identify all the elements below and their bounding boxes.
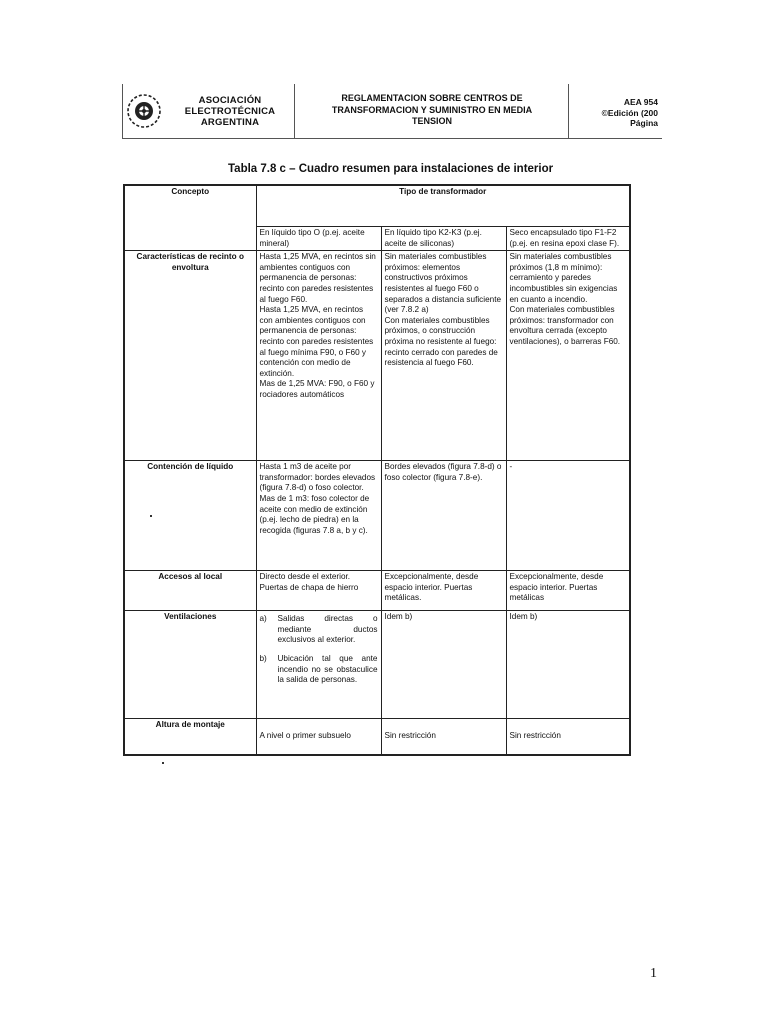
page-label: Página [630,118,658,128]
standard-info [588,97,658,129]
table-cell [256,611,381,719]
cell-text: Sin materiales combustibles próximos (1,8 m mínimo): cerramiento y paredes incombustibles sin exigencias en cuanto a incendio. Con materiales combustibles próximos: transformador con envoltura cerrada (excepto ventilaciones), o barreras F60. [509,252,621,346]
vent-letter: a) [259,614,267,624]
org-line: ARGENTINA [200,117,260,128]
table-row [124,461,630,571]
table-cell [381,461,506,571]
table-cell: Directo desde el exterior. Puertas de chapa de hierro [256,571,381,611]
document-header [122,84,682,139]
table-cell [256,251,381,461]
cell-text: Hasta 1,25 MVA, en recintos sin ambientes contiguos con permanencia de personas: recinto con paredes resistentes al fuego F60. Hasta 1,25 MVA, en recintos con ambientes contiguos con permanencia de personas: recinto con paredes resistentes al fuego mínima F90, o F60 y contención con medio de extinción. Mas de 1,25 MVA: F90, o F60 y rociadores automáticos [259,252,376,399]
scan-speck [150,515,152,517]
org-line: ASOCIACIÓN [198,95,262,106]
table-row [124,611,630,719]
table-row [124,719,630,755]
row-concept: Altura de montaje [124,719,256,755]
type-header-silicone: En líquido tipo K2-K3 (p.ej. aceite de siliconas) [381,227,506,251]
header-divider [568,84,569,139]
association-logo-icon [126,93,162,129]
regulation-line: REGLAMENTACION SOBRE CENTROS DE [341,93,523,103]
transformer-type-header: Tipo de transformador [256,185,630,227]
organization-name [170,95,290,128]
edition: ©Edición (200 [601,107,658,118]
type-header-dry: Seco encapsulado tipo F1-F2 (p.ej. en resina epoxi clase F). [506,227,630,251]
header-divider [294,84,295,139]
table-cell: Idem b) [381,611,506,719]
standard-code: AEA 954 [623,97,658,107]
table-cell [256,461,381,571]
table-cell [381,251,506,461]
table-row [124,571,630,611]
cell-text: Sin materiales combustibles próximos: elementos constructivos próximos resistentes al fuego F60 o separados a distancia suficiente (ver 7.8.2 a) Con materiales combustibles próximos, o construcción próxima no resistente al fuego: recinto cerrado con paredes de resistencia al fuego F60. [384,252,502,368]
page-number: 1 [650,966,657,981]
table-header-row [124,185,630,227]
summary-table [123,184,631,756]
cell-text: Bordes elevados (figura 7.8-d) o foso colector (figura 7.8-e). [384,462,502,482]
type-header-oil: En líquido tipo O (p.ej. aceite mineral) [256,227,381,251]
vent-letter: b) [259,653,267,663]
row-concept: Accesos al local [124,571,256,611]
table-title: Tabla 7.8 c – Cuadro resumen para instalaciones de interior [228,163,554,175]
row-concept: Ventilaciones [124,611,256,719]
table-cell: Idem b) [506,611,630,719]
row-concept: Contención de líquido [124,461,256,571]
table-cell [506,461,630,571]
vent-item [260,614,378,646]
regulation-line: TENSION [411,116,452,126]
vent-item [260,654,378,686]
org-line: ELECTROTÉCNICA [184,106,276,117]
table-cell [506,251,630,461]
regulation-line: TRANSFORMACION Y SUMINISTRO EN MEDIA [331,104,533,115]
table-cell: Excepcionalmente, desde espacio interior. Puertas metálicas [506,571,630,611]
table-cell: A nivel o primer subsuelo [256,719,381,755]
cell-text: - [509,462,513,472]
row-concept: Características de recinto o envoltura [124,251,256,461]
vent-text: Salidas directas o mediante ductos exclusivos al exterior. [277,614,378,645]
table-cell: Sin restricción [381,719,506,755]
table-cell: Sin restricción [506,719,630,755]
regulation-title [308,93,556,128]
cell-text: Hasta 1 m3 de aceite por transformador: bordes elevados (figura 7.8-d) o foso colector. Mas de 1 m3: foso colector de aceite con medio de extinción (p.ej. lecho de piedra) en la recogida (figuras 7.8 a, b y c). [259,462,376,535]
header-bottom-border [122,138,662,139]
table-cell: Excepcionalmente, desde espacio interior. Puertas metálicas. [381,571,506,611]
concept-header: Concepto [124,185,256,251]
header-left-border [122,84,123,139]
vent-text: Ubicación tal que ante incendio no se obstaculice la salida de personas. [277,653,378,685]
table-row [124,251,630,461]
scan-speck [162,762,164,764]
